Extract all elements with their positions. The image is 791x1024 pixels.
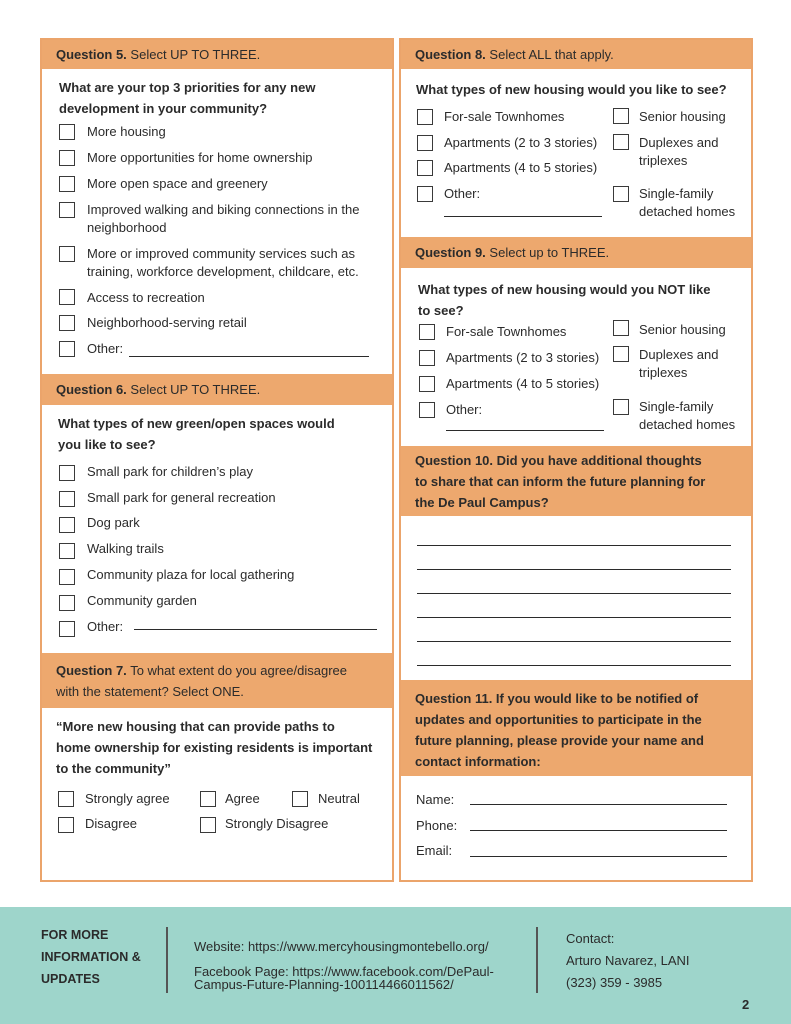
q9-header <box>401 237 751 268</box>
q5-checkbox-retail[interactable] <box>59 315 75 331</box>
q8-option-label <box>639 134 719 170</box>
q9-option-label-line-1: Duplexes and <box>639 347 719 362</box>
q8-option-label-line-1: Duplexes and <box>639 135 719 150</box>
q8-checkbox-senior-housing[interactable] <box>613 108 629 124</box>
email-field-label: Email: <box>416 843 453 858</box>
name-field-label: Name: <box>416 792 455 807</box>
q6-checkbox-general-park[interactable] <box>59 491 75 507</box>
name-input-line[interactable] <box>470 804 727 805</box>
q10-answer-line[interactable] <box>417 593 731 594</box>
q10-answer-line[interactable] <box>417 617 731 618</box>
q5-instruction: Select UP TO THREE. <box>130 47 261 62</box>
q6-checkbox-walking-trails[interactable] <box>59 543 75 559</box>
q5-option-label-line-1: Improved walking and biking connections in the <box>87 202 360 217</box>
q8-option-label-line-2: detached homes <box>639 204 736 219</box>
q7-quote <box>56 716 386 779</box>
q5-option-label: More housing <box>87 124 166 139</box>
q9-prompt-line-1: What types of new housing would you NOT like <box>418 282 711 297</box>
q6-option-label: Other: <box>87 619 124 634</box>
q11-header-line-3: future planning, please provide your name and <box>415 733 704 748</box>
q8-option-label-line-1: Single-family <box>639 186 714 201</box>
q9-option-label <box>639 346 719 382</box>
q8-checkbox-townhomes[interactable] <box>417 109 433 125</box>
footer-divider <box>166 927 168 993</box>
q11-header-line-2: updates and opportunities to participate in the <box>415 712 702 727</box>
q9-number: Question 9. <box>415 245 486 260</box>
q5-option-label <box>87 245 359 281</box>
q5-header <box>42 40 392 69</box>
q5-prompt-line-1: What are your top 3 priorities for any new <box>59 80 316 95</box>
q10-header-line-1: Question 10. Did you have additional thoughts <box>415 453 702 468</box>
q5-option-label-line-2: neighborhood <box>87 220 167 235</box>
q9-prompt-line-2: to see? <box>418 303 464 318</box>
facebook-link-line-1: Facebook Page: https://www.facebook.com/DePaul- <box>194 964 494 979</box>
q9-checkbox-single-family[interactable] <box>613 399 629 415</box>
q6-checkbox-childrens-park[interactable] <box>59 465 75 481</box>
q5-checkbox-other[interactable] <box>59 341 75 357</box>
website-link[interactable]: Website: https://www.mercyhousingmontebello.org/ <box>194 939 489 954</box>
q7-checkbox-disagree[interactable] <box>58 817 74 833</box>
facebook-link-line-2: Campus-Future-Planning-100114466011562/ <box>194 977 454 992</box>
q6-checkbox-community-garden[interactable] <box>59 595 75 611</box>
q6-option-label: Community garden <box>87 593 197 608</box>
q7-option-label: Agree <box>225 791 260 806</box>
q6-prompt-line-2: you like to see? <box>58 437 156 452</box>
q10-answer-line[interactable] <box>417 665 731 666</box>
footer-info-label-line-2: INFORMATION & <box>41 950 141 964</box>
q7-checkbox-strongly-disagree[interactable] <box>200 817 216 833</box>
q11-header-line-4: contact information: <box>415 754 541 769</box>
q7-instruction-line-1: To what extent do you agree/disagree <box>130 663 347 678</box>
q8-checkbox-single-family[interactable] <box>613 186 629 202</box>
footer-info-label-line-3: UPDATES <box>41 972 100 986</box>
q7-option-label: Neutral <box>318 791 360 806</box>
q5-checkbox-walking-biking[interactable] <box>59 202 75 218</box>
q9-option-label: Apartments (2 to 3 stories) <box>446 350 600 365</box>
q8-option-label: For-sale Townhomes <box>444 109 565 124</box>
q9-option-label <box>639 398 735 434</box>
q5-other-input-line[interactable] <box>129 356 369 357</box>
q8-other-input-line[interactable] <box>444 216 602 217</box>
q6-number: Question 6. <box>56 382 127 397</box>
q6-other-input-line[interactable] <box>134 629 377 630</box>
q8-checkbox-duplexes[interactable] <box>613 134 629 150</box>
q9-option-label: Other: <box>446 402 483 417</box>
q9-checkbox-townhomes[interactable] <box>419 324 435 340</box>
q10-answer-line[interactable] <box>417 545 731 546</box>
q9-instruction: Select up to THREE. <box>489 245 610 260</box>
q8-prompt: What types of new housing would you like to see? <box>416 82 727 97</box>
q9-checkbox-apartments-2-3[interactable] <box>419 350 435 366</box>
q6-option-label: Community plaza for local gathering <box>87 567 295 582</box>
q10-header-line-2: to share that can inform the future planning for <box>415 474 706 489</box>
q8-option-label: Senior housing <box>639 109 726 124</box>
q6-option-label: Walking trails <box>87 541 164 556</box>
q8-option-label: Apartments (2 to 3 stories) <box>444 135 598 150</box>
q9-option-label: Senior housing <box>639 322 726 337</box>
q6-option-label: Dog park <box>87 515 140 530</box>
q7-option-label: Strongly Disagree <box>225 816 329 831</box>
q6-checkbox-other[interactable] <box>59 621 75 637</box>
q8-checkbox-apartments-2-3[interactable] <box>417 135 433 151</box>
q8-option-label: Other: <box>444 186 481 201</box>
q6-prompt <box>58 413 378 455</box>
q9-option-label-line-2: detached homes <box>639 417 736 432</box>
footer <box>0 907 791 1024</box>
q9-checkbox-apartments-4-5[interactable] <box>419 376 435 392</box>
q5-checkbox-open-space[interactable] <box>59 176 75 192</box>
page-number: 2 <box>742 997 750 1012</box>
phone-input-line[interactable] <box>470 830 727 831</box>
footer-info-label-line-1: FOR MORE <box>41 928 109 942</box>
q5-option-label: More opportunities for home ownership <box>87 150 313 165</box>
q5-checkbox-recreation[interactable] <box>59 289 75 305</box>
q7-option-label: Strongly agree <box>85 791 170 806</box>
q7-quote-line-2: home ownership for existing residents is important <box>56 740 373 755</box>
q9-other-input-line[interactable] <box>446 430 604 431</box>
q5-option-label: Access to recreation <box>87 290 205 305</box>
q10-header <box>401 446 751 516</box>
q7-instruction-line-2: with the statement? Select ONE. <box>56 684 244 699</box>
q7-checkbox-strongly-agree[interactable] <box>58 791 74 807</box>
q7-checkbox-agree[interactable] <box>200 791 216 807</box>
q11-header <box>401 680 751 776</box>
q7-number: Question 7. <box>56 663 127 678</box>
q5-number: Question 5. <box>56 47 127 62</box>
q9-option-label-line-2: triplexes <box>639 365 688 380</box>
q9-option-label-line-1: Single-family <box>639 399 714 414</box>
q5-option-label: Other: <box>87 341 124 356</box>
facebook-link[interactable] <box>194 965 494 991</box>
q6-option-label: Small park for general recreation <box>87 490 276 505</box>
q6-prompt-line-1: What types of new green/open spaces would <box>58 416 335 431</box>
contact-name: Arturo Navarez, LANI <box>566 953 690 968</box>
footer-divider <box>536 927 538 993</box>
q7-header <box>42 653 392 708</box>
q6-checkbox-community-plaza[interactable] <box>59 569 75 585</box>
q8-header <box>401 40 751 69</box>
q6-header <box>42 374 392 405</box>
q8-number: Question 8. <box>415 47 486 62</box>
q7-quote-line-3: to the community” <box>56 761 171 776</box>
q9-option-label: Apartments (4 to 5 stories) <box>446 376 600 391</box>
q8-checkbox-other[interactable] <box>417 186 433 202</box>
q5-checkbox-home-ownership[interactable] <box>59 150 75 166</box>
q10-answer-line[interactable] <box>417 569 731 570</box>
q8-checkbox-apartments-4-5[interactable] <box>417 160 433 176</box>
q10-header-line-3: the De Paul Campus? <box>415 495 549 510</box>
phone-field-label: Phone: <box>416 818 458 833</box>
q5-option-label-line-2: training, workforce development, childcare, etc. <box>87 264 359 279</box>
q8-instruction: Select ALL that apply. <box>489 47 614 62</box>
q7-header-line-1 <box>56 660 378 681</box>
q5-checkbox-more-housing[interactable] <box>59 124 75 140</box>
q5-prompt <box>59 77 379 119</box>
q11-header-line-1: Question 11. If you would like to be notified of <box>415 691 699 706</box>
contact-label: Contact: <box>566 931 615 946</box>
q6-checkbox-dog-park[interactable] <box>59 517 75 533</box>
q8-option-label <box>639 185 735 221</box>
email-input-line[interactable] <box>470 856 727 857</box>
q5-option-label: More open space and greenery <box>87 176 268 191</box>
q5-prompt-line-2: development in your community? <box>59 101 268 116</box>
q5-option-label <box>87 201 359 237</box>
contact-block <box>566 928 690 994</box>
q9-option-label: For-sale Townhomes <box>446 324 567 339</box>
q10-answer-line[interactable] <box>417 641 731 642</box>
q8-option-label-line-2: triplexes <box>639 153 688 168</box>
q5-option-label-line-1: More or improved community services such as <box>87 246 356 261</box>
q5-option-label: Neighborhood-serving retail <box>87 315 247 330</box>
q5-checkbox-community-services[interactable] <box>59 246 75 262</box>
q7-quote-line-1: “More new housing that can provide paths to <box>56 719 335 734</box>
q7-option-label: Disagree <box>85 816 138 831</box>
q9-checkbox-senior-housing[interactable] <box>613 320 629 336</box>
footer-info-label <box>41 924 141 990</box>
q9-prompt <box>418 279 748 321</box>
q6-instruction: Select UP TO THREE. <box>130 382 261 397</box>
q9-checkbox-other[interactable] <box>419 402 435 418</box>
contact-phone: (323) 359 - 3985 <box>566 975 663 990</box>
q6-option-label: Small park for children’s play <box>87 464 253 479</box>
q8-option-label: Apartments (4 to 5 stories) <box>444 160 598 175</box>
q9-checkbox-duplexes[interactable] <box>613 346 629 362</box>
q7-checkbox-neutral[interactable] <box>292 791 308 807</box>
